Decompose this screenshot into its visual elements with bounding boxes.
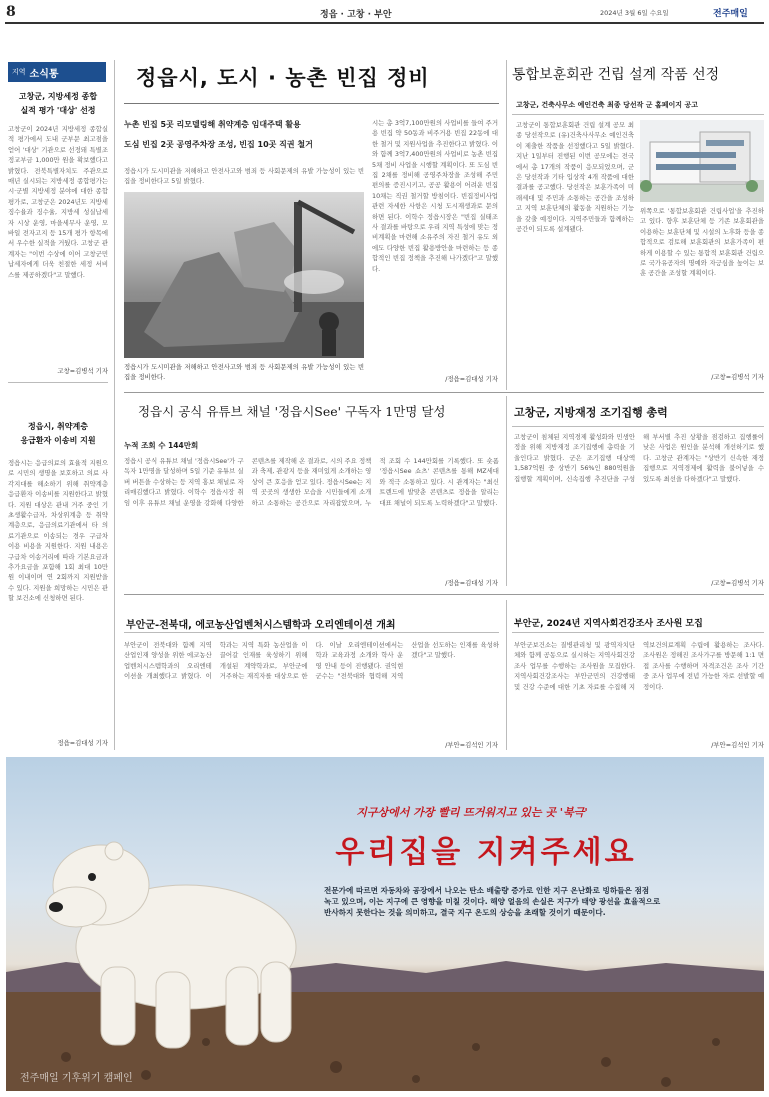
ad-body-line1: 전문가에 따르면 자동차와 공장에서 나오는 탄소 배출량 증가로 인한 지구 온난화로 빙하들은 점점 xyxy=(324,886,650,895)
buan1-credit: /부안=김석인 기자 xyxy=(445,741,498,749)
lead-rule-right xyxy=(506,60,507,390)
sidebar-body-2: 정읍시는 응급의료의 효율적 지원으로 시민의 생명을 보호하고 의료 사각지대를 해소하기 위해 취약계층 응급환자 이송비를 지원한다고 밝혔다. 지원 대상은 관내 거주 중인 기초생활수급자, 차상위계층 등 취약계층으로, 응급의료기관에서 타 의료기관으로 이송되는 경우 구급차 이용 비용을 지원한다. 지원 내용은 구급차 이송거리에 따라 기본요금과 추가요금을 포함해 1회 최대 10만원 이내이며 연 2회까지 지원받을 수 있다. 지원을 희망하는 시민은 관할 보건소에 신청하면 된다. xyxy=(8,459,108,603)
buan1-headline: 부안군-전북대, 에코농산업벤처시스템학과 오리엔테이션 개최 xyxy=(126,620,396,631)
ad-body-line3: 반사하지 못한다는 것을 의미하고, 결국 지구 온도의 상승을 초래할 것이기 때문이다. xyxy=(324,908,606,917)
ad-credit: 전주매일 기후위기 캠페인 xyxy=(20,1073,133,1084)
sidebar-credit-2: 정읍=김대성 기자 xyxy=(57,739,108,747)
building-render-icon xyxy=(640,120,764,202)
buan2-rule xyxy=(512,632,764,633)
sidebar-headline-2-line1: 정읍시, 취약계층 xyxy=(28,422,88,431)
finance-rule xyxy=(512,426,764,427)
sidebar-rule xyxy=(114,60,115,750)
youtube-body: 정읍시 공식 유튜브 채널 '정읍시See'가 구독자 1만명을 달성하며 5일 기준 유튜브 실버 버튼을 수상하는 등 지역 홍보 채널로 자리매김했다고 밝혔다. 이학수 정읍시장 취임 이후 유튜브 채널 운영을 강화해 다양한 콘텐츠를 제작해 온 결과로, 시의 주요 정책과 축제, 관광지 등을 재미있게 소개하는 영상이 큰 호응을 얻고 있다. 정읍시See는 지역 곳곳의 생생한 모습을 시민들에게 소개하고 소통하는 공간으로 자리잡았으며, 누적 조회 수 144만회를 기록했다. 또 숏폼 '정읍시See 쇼츠' 콘텐츠를 통해 MZ세대와 적극 소통하고 있다. 시 관계자는 "최신 트렌드에 발맞춘 콘텐츠로 정읍을 알리는 대표 채널이 되도록 노력하겠다"고 말했다. xyxy=(124,457,499,507)
hall-body-1: 고창군이 통합보훈회관 건립 설계 공모 최종 당선작으로 (유)건축사사무소 예인건축이 제출한 작품을 선정했다고 5일 밝혔다. 지난 1일부터 진행된 이번 공모에는 전국에서 총 17개의 작품이 응모되었으며, 군은 당선작과 기타 입상작 4개 작품에 대한 결과를 공고했다. 당선작은 보훈가족이 미래세대 및 주민과 소통하는 공간을 조성하고 지역 보훈단체의 활동을 지원하는 기능을 갖출 예정이다. 지역주민들과 함께하는 공간이 되도록 설계됐다. xyxy=(516,121,634,234)
buan1-rule xyxy=(124,632,499,633)
mid-rule xyxy=(124,392,764,393)
ad-body-line2: 녹고 있으며, 이는 지구에 큰 영향을 미칠 것이다. 해양 얼음의 손실은 지구가 태양 광선을 효율적으로 xyxy=(324,897,661,906)
sidebar-label-region: 지역 xyxy=(12,68,26,76)
lead-rule xyxy=(124,103,499,104)
sidebar-label-title: 소식통 xyxy=(29,68,59,80)
lead-credit: /정읍=김대성 기자 xyxy=(445,375,498,383)
header-rule xyxy=(5,22,764,24)
climate-ad xyxy=(6,757,764,1091)
hall-headline: 통합보훈회관 건립 설계 작품 선정 xyxy=(512,67,720,83)
hall-render xyxy=(640,120,764,202)
sidebar-credit-1: 고창=김병석 기자 xyxy=(57,367,108,375)
youtube-headline: 정읍시 공식 유튜브 채널 '정읍시See' 구독자 1만명 달성 xyxy=(138,404,446,419)
paper-name: 전주매일 xyxy=(713,9,748,19)
lead-headline: 정읍시, 도시 · 농촌 빈집 정비 xyxy=(136,66,430,90)
buan2-body: 부안군보건소는 질병관리청 및 광역자치단체와 함께 공동으로 실시하는 지역사회건강조사 업무를 수행하는 조사원을 모집한다. 지역사회건강조사는 부안군민의 건강행태 및 건강 수준에 대한 기초 자료를 수집해 지역보건의료계획 수립에 활용하는 조사다. 조사원은 정해진 조사가구를 방문해 1:1 면접 조사를 수행하며 자격조건은 조사 기간 중 조사 업무에 전념 가능한 자로 선발할 예정이다. xyxy=(514,641,764,691)
sidebar-divider xyxy=(8,382,108,383)
lead-sub-2: 도심 빈집 2곳 공영주차장 조성, 빈집 10곳 직권 철거 xyxy=(124,140,313,149)
youtube-sub: 누적 조회 수 144만회 xyxy=(124,441,199,450)
sidebar-label xyxy=(8,62,106,82)
sidebar-headline-2 xyxy=(8,420,108,448)
finance-headline: 고창군, 지방재정 조기집행 총력 xyxy=(514,406,668,419)
lead-body-1: 정읍시가 도시미관을 저해하고 안전사고와 범죄 등 사회문제의 유발 가능성이 있는 빈집을 정비한다고 5일 밝혔다. xyxy=(124,167,364,186)
mid-rule-2 xyxy=(124,594,764,595)
ad-tagline: 지구상에서 가장 빨리 뜨거워지고 있는 곳 '북극' xyxy=(356,806,588,819)
hall-credit: /고창=김병석 기자 xyxy=(711,373,764,381)
hall-rule xyxy=(512,114,764,115)
hall-sub: 고창군, 건축사무소 예인건축 최종 당선작 군 홈페이지 공고 xyxy=(516,101,699,109)
buan2-credit: /부안=김석인 기자 xyxy=(711,741,764,749)
ad-body xyxy=(324,885,744,918)
lead-sub-1: 누촌 빈집 5곳 리모델링해 취약계층 임대주택 활용 xyxy=(124,120,301,129)
sidebar-headline-2-line2: 응급환자 이송비 지원 xyxy=(20,436,96,445)
bottom-col-rule xyxy=(506,600,507,750)
sidebar-body-1: 고창군이 2024년 지방세정 종합실적 평가에서 도내 군부문 최고점을 얻어 '대상' 기관으로 선정돼 특별조정교부금 1,000만 원을 확보했다고 밝혔다. 전북특별자치도 주관으로 매년 실시되는 지방세정 종합평가는 시·군별 지방세정 분야에 대한 종합평가로, 고창군은 2024년도 지방세 징수율과 징수율, 지방세 성실납세자 시상 운영, 마을세무사 운영, 모바일 전자고지 등 15개 평가 항목에서 우수한 실적을 거뒀다. 고창군 관계자는 "이번 수상에 이어 고창군민 납세자에게 더욱 친절한 세정 서비스를 제공하겠다"고 말했다. xyxy=(8,125,108,279)
sidebar-headline-1-line1: 고창군, 지방세정 종합 xyxy=(18,92,98,101)
buan1-body: 부안군이 전북대와 함께 지역 산업인재 양성을 위한 에코농산업벤처시스템학과의 오리엔테이션을 개최했다고 밝혔다. 이 학과는 지역 특화 농산업을 이끌어갈 인재를 육성하기 위해 개설된 계약학과로, 부안군에 거주하는 재직자를 대상으로 한다. 이날 오리엔테이션에서는 학과 교육과정 소개와 학사 운영 안내 등이 진행됐다. 권익현 군수는 "전북대와 협력해 지역산업을 선도하는 인재를 육성하겠다"고 말했다. xyxy=(124,641,499,681)
lead-photo-caption: 정읍시가 도시미관을 저해하고 안전사고와 범죄 등 사회문제의 유발 가능성이 있는 빈집을 정비한다. xyxy=(124,363,364,382)
hall-body-2: 위쪽으로 '통합보훈회관 건립사업'을 추진하고 있다. 향후 보훈단체 등 기존 보훈회관을 이용하는 보훈단체 및 시설의 노후화 등을 종합적으로 검토해 보훈회관의 보훈가족이 편하게 이용할 수 있는 통합적 보훈회관 건립으로 국가유공자의 명예와 자긍심을 높이는 보훈 공간을 조성할 계획이다. xyxy=(640,207,764,278)
finance-credit: /고창=김병석 기자 xyxy=(711,579,764,587)
lead-photo xyxy=(124,192,364,358)
buan2-headline: 부안군, 2024년 지역사회건강조사 조사원 모집 xyxy=(514,619,703,629)
sidebar-headline-1-line2: 실적 평가 '대상' 선정 xyxy=(20,106,96,115)
youtube-credit: /정읍=김대성 기자 xyxy=(445,579,498,587)
sidebar-headline-1 xyxy=(8,90,108,118)
finance-body: 고창군이 침체된 지역경제 활성화와 민생안정을 위해 지방재정 조기집행에 총력을 기울인다고 밝혔다. 군은 조기집행 대상액 1,587억원 중 상반기 56%인 880억원을 집행할 계획이며, 신속집행 추진단을 구성해 부서별 추진 상황을 점검하고 집행률이 낮은 사업은 원인을 분석해 개선하기로 했다. 고창군 관계자는 "상반기 신속한 재정 집행으로 지역경제에 활력을 불어넣을 수 있도록 최선을 다하겠다"고 말했다. xyxy=(514,433,764,483)
issue-date: 2024년 3월 6일 수요일 xyxy=(600,9,669,17)
mid-col-rule xyxy=(506,396,507,586)
section-title: 정읍 · 고창 · 부안 xyxy=(320,10,392,20)
page-number: 8 xyxy=(6,4,16,20)
lead-body-2: 시는 총 3억7,100만원의 사업비를 들여 주거용 빈집 약 50동과 비주거용 빈집 22동에 대한 철거 및 지원사업을 추진한다고 밝혔다. 이와 함께 3억7,400만원의 사업비로 농촌 빈집 5채 정비 사업을 시행할 계획이다. 또 도심 빈집 2채를 정비해 공영주차장을 조성해 주민 편의를 증진시키고, 공공 활용이 어려운 빈집 10채는 직권 철거할 방침이다. 빈집정비사업 관련 자세한 사항은 시청 도시재생과로 문의하면 된다. 이학수 정읍시장은 "빈집 실태조사 결과를 바탕으로 우리 지역 특성에 맞는 정비계획을 마련해 소유주의 자진 철거 유도 외에도 다양한 빈집 활용방안을 마련하는 등 종합적인 빈집 정책을 추진해 나가겠다"고 말했다. xyxy=(372,119,498,273)
demolition-photo-icon xyxy=(124,192,364,358)
ad-title: 우리집을 지켜주세요 xyxy=(335,835,637,870)
